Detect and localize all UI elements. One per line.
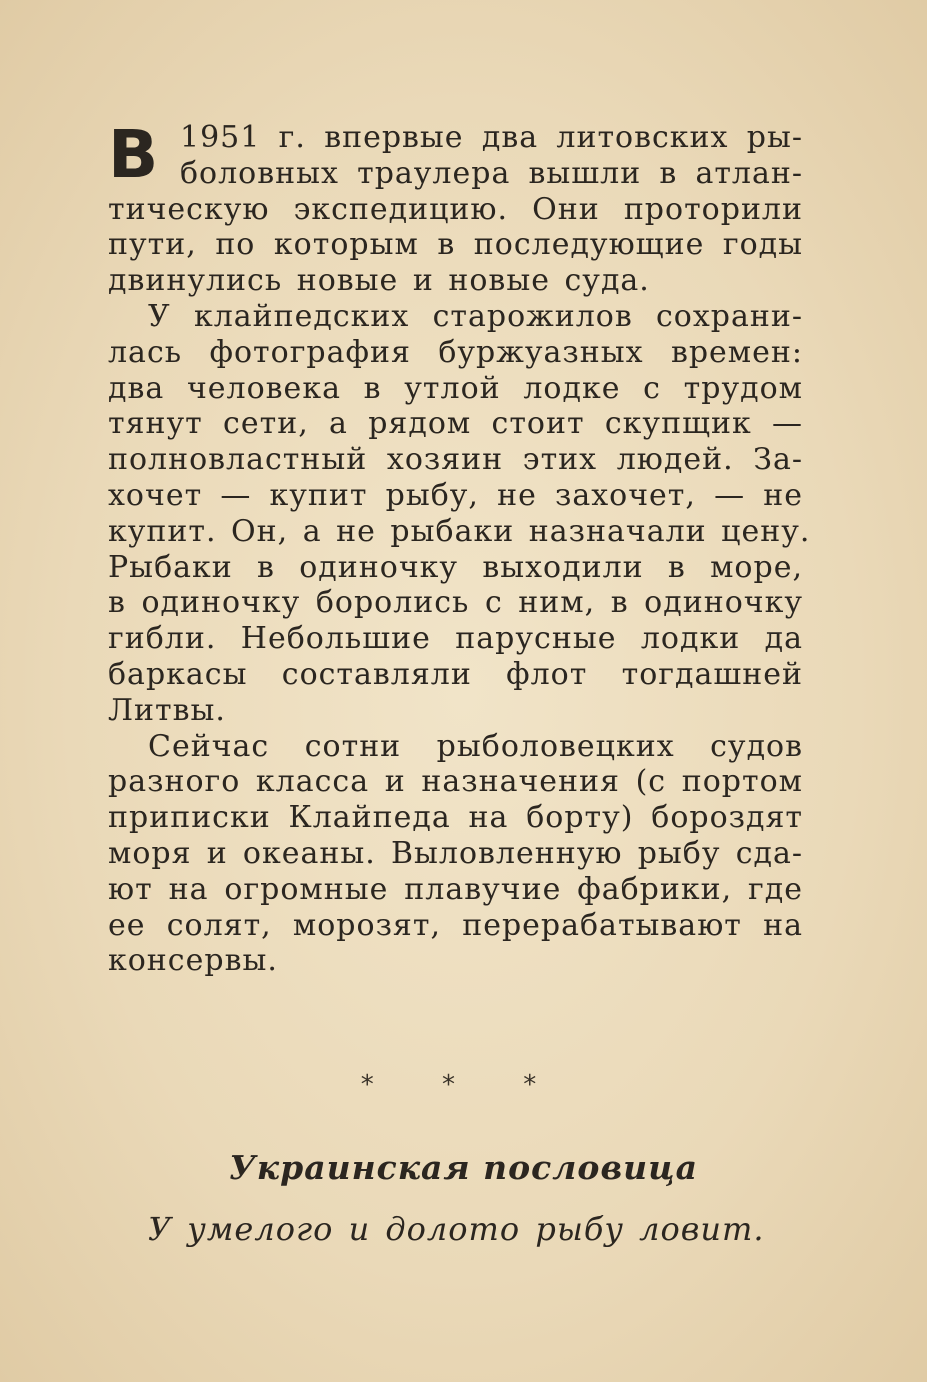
text-line: хочет — купит рыбу, не захочет, — не <box>108 477 803 513</box>
first-paragraph <box>108 116 803 193</box>
text-line: тическую экспедицию. Они проторили <box>108 191 803 227</box>
proverb-text: У умелого и долото рыбу ловит. <box>148 1210 765 1248</box>
text-line: моря и океаны. Выловленную рыбу сда- <box>108 835 803 871</box>
text-line: разного класса и назначения (с портом <box>108 764 803 800</box>
text-line: Литвы. <box>108 692 226 728</box>
text-line: в одиночку боролись с ним, в одиночку <box>108 585 803 621</box>
text-line: тянут сети, а рядом стоит скупщик — <box>108 406 803 442</box>
text-line: консервы. <box>108 943 278 979</box>
proverb-title: Украинская пословица <box>229 1148 698 1187</box>
text-line: Рыбаки в одиночку выходили в море, <box>108 549 803 585</box>
text-line: лась фотография буржуазных времен: <box>108 334 803 370</box>
text-line: полновластный хозяин этих людей. За- <box>108 442 803 478</box>
text-line: баркасы составляли флот тогдашней <box>108 656 803 692</box>
second-paragraph <box>108 298 811 729</box>
text-line: Сейчас сотни рыболовецких судов <box>148 728 803 764</box>
text-line: двинулись новые и новые суда. <box>108 263 650 299</box>
text-line: ют на огромные плавучие фабрики, где <box>108 871 803 907</box>
text-line: купит. Он, а не рыбаки назначали цену. <box>108 513 811 549</box>
drop-cap: В <box>108 116 160 193</box>
text-line: У клайпедских старожилов сохрани- <box>148 298 803 334</box>
text-line: приписки Клайпеда на борту) бороздят <box>108 800 803 836</box>
text-line: ее солят, морозят, перерабатывают на <box>108 907 803 943</box>
text-line: гибли. Небольшие парусные лодки да <box>108 621 803 657</box>
text-line: 1951 г. впервые два литовских ры- <box>180 120 803 155</box>
text-line: пути, по которым в последующие годы <box>108 227 803 263</box>
text-line: два человека в утлой лодке с трудом <box>108 370 803 406</box>
text-line: боловных траулера вышли в атлан- <box>180 155 803 191</box>
body-text <box>108 116 811 979</box>
section-separator: * * * <box>360 1070 567 1100</box>
third-paragraph <box>108 729 803 980</box>
